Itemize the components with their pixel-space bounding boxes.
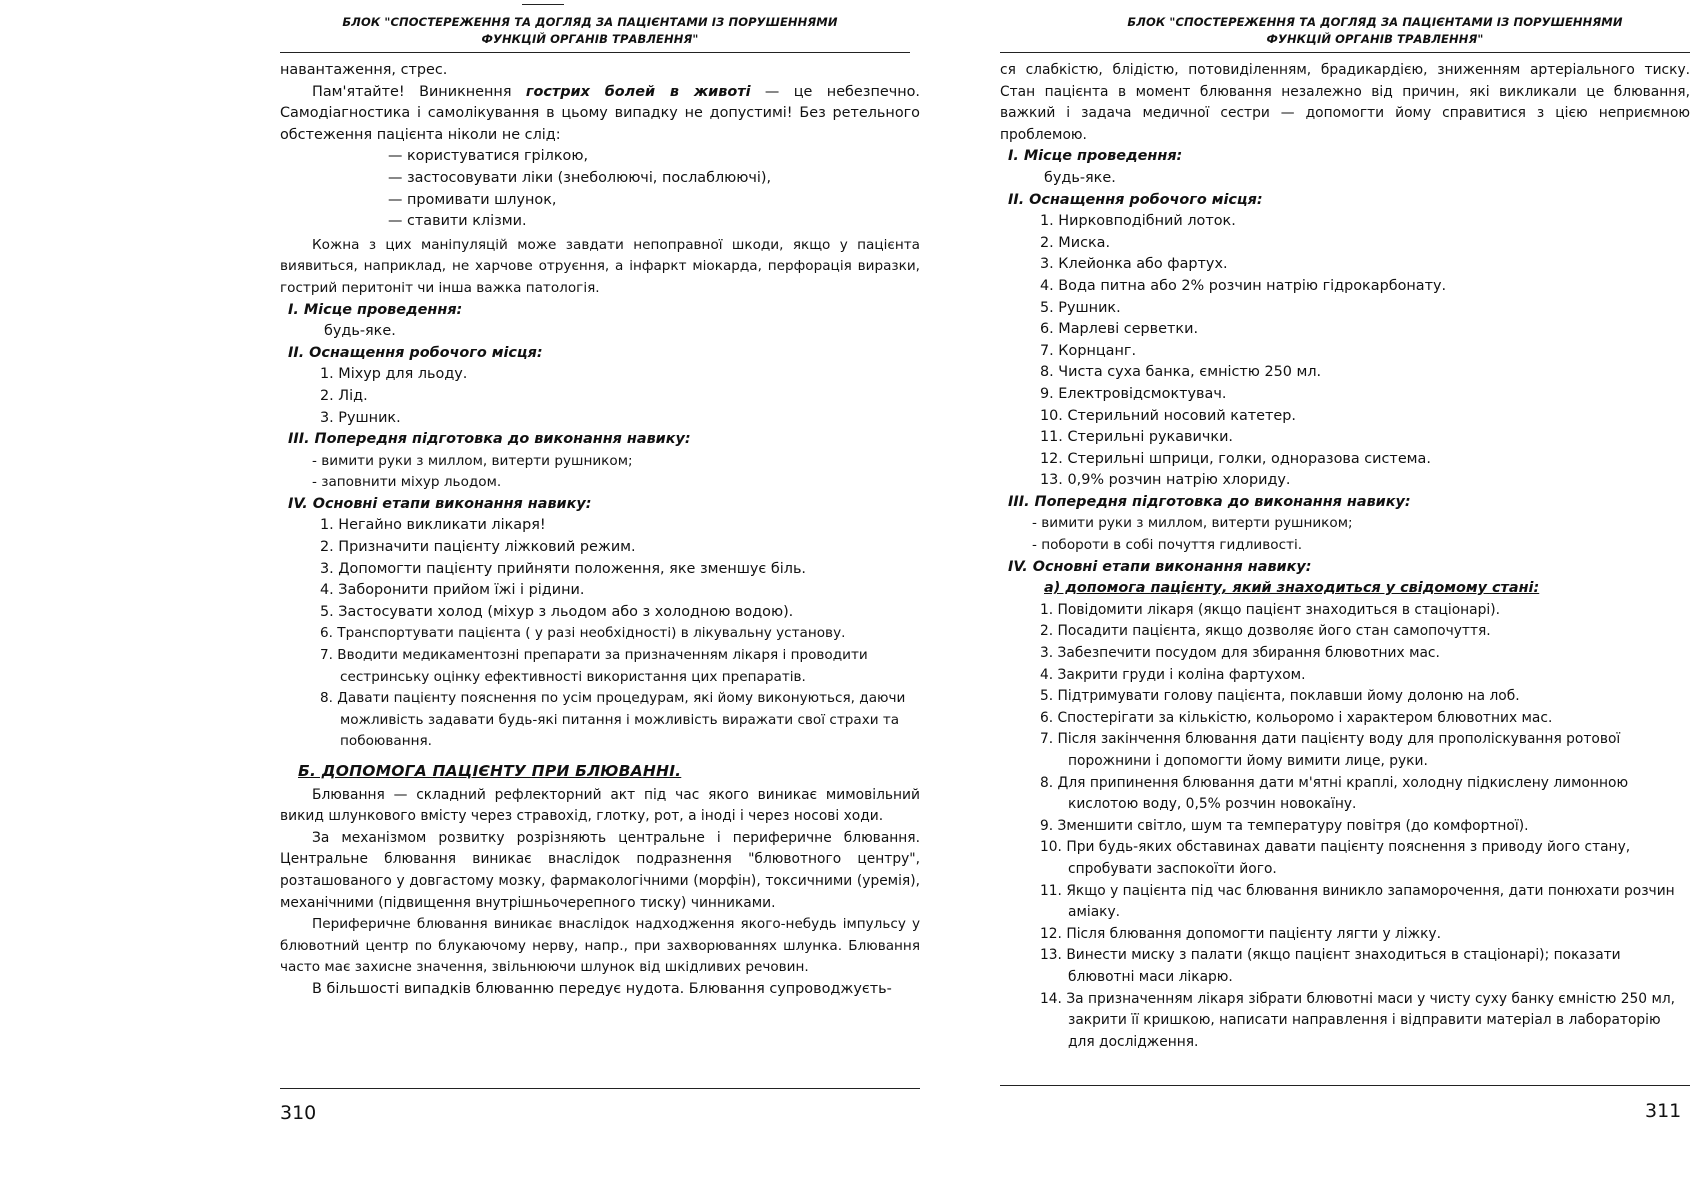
running-header-left (290, 14, 890, 48)
footer-rule (280, 1088, 920, 1089)
equipment-list (1000, 211, 1690, 492)
list-item: 8. Для припинення блювання дати м'ятні краплі, холодну підкислену лимонною кислотою воду, 0,5% розчин новокаїну. (1040, 774, 1629, 813)
list-item: — користуватися грілкою, (388, 146, 920, 168)
list-item: 7. Вводити медикаментозні препарати за призначенням лікаря і проводити сестринську оцінку ефективності використання цих препаратів. (320, 647, 868, 685)
list-item: 6. Марлеві серветки. (1040, 321, 1199, 338)
list-item: 1. Повідомити лікаря (якщо пацієнт знаходиться в стаціонарі). (1040, 601, 1500, 618)
place-text: будь-яке. (324, 323, 396, 340)
subsection-title-conscious: а) допомога пацієнту, який знаходиться у свідомому стані: (1044, 580, 1540, 597)
list-item: 10. Стерильний носовий катетер. (1040, 407, 1296, 424)
list-item: — застосовувати ліки (знеболюючі, послаблюючі), (388, 168, 920, 190)
list-item: 5. Застосувати холод (міхур з льодом або з холодною водою). (320, 603, 794, 620)
preparation-list (1000, 513, 1690, 556)
top-mark-rule (522, 4, 564, 5)
place-text: будь-яке. (1044, 169, 1116, 186)
running-header-right (1075, 14, 1675, 48)
text-run: — це небезпечно. Самодіагностика і самолікування в цьому випадку не допустимі! Без ретельного обстеження пацієнта ніколи не слід: (280, 83, 920, 143)
footer-rule (1000, 1085, 1690, 1086)
list-item: 9. Електровідсмоктувач. (1040, 385, 1227, 402)
warning-paragraph (280, 82, 920, 147)
list-item: 2. Посадити пацієнта, якщо дозволяє його стан самопочуття. (1040, 623, 1491, 640)
section-heading-steps: IV. Основні етапи виконання навику: (288, 495, 592, 512)
section-heading-equipment: ІІ. Оснащення робочого місця: (1008, 191, 1263, 208)
paragraph: Блювання — складний рефлекторний акт під час якого виникає мимовільний викид шлункового вмісту через стравохід, глотку, рот, а іноді і через носові ходи. (280, 786, 920, 825)
list-item: 2. Миска. (1040, 234, 1111, 251)
list-item: 4. Заборонити прийом їжі і рідини. (320, 582, 585, 599)
section-heading-steps: IV. Основні етапи виконання навику: (1008, 558, 1312, 575)
list-item: 7. Корнцанг. (1040, 342, 1137, 359)
steps-list (280, 515, 920, 753)
list-item: - заповнити міхур льодом. (312, 474, 502, 491)
paragraph: В більшості випадків блюванню передує нудота. Блювання супроводжуєть- (312, 980, 892, 997)
section-heading-place: І. Місце проведення: (288, 301, 463, 318)
left-page-body (280, 60, 920, 1001)
list-item: 14. За призначенням лікаря зібрати блювотні маси у чисту суху банку ємністю 250 мл, закрити її кришкою, написати направлення і відправити матеріал в лабораторію для дослідження. (1040, 990, 1676, 1050)
list-item: 3. Допомогти пацієнту прийняти положення, яке зменшує біль. (320, 560, 807, 577)
list-item: 7. Після закінчення блювання дати пацієнту воду для прополіскування ротової порожнини і допомогти йому вимити лице, руки. (1040, 731, 1621, 769)
paragraph: навантаження, стрес. (280, 62, 448, 78)
list-item: 10. При будь-яких обставинах давати пацієнту пояснення з приводу його стану, спробувати заспокоїти його. (1040, 839, 1631, 877)
list-item: - вимити руки з миллом, витерти рушником; (312, 452, 633, 469)
list-item: 13. Винести миску з палати (якщо пацієнт знаходиться в стаціонарі); показати блювотні маси лікарю. (1040, 947, 1621, 985)
list-item: 1. Нирковподібний лоток. (1040, 213, 1236, 230)
running-header-line1: БЛОК "СПОСТЕРЕЖЕННЯ ТА ДОГЛЯД ЗА ПАЦІЄНТАМИ ІЗ ПОРУШЕННЯМИ (342, 15, 838, 29)
list-item: - вимити руки з миллом, витерти рушником; (1032, 515, 1353, 532)
section-heading-preparation: ІІІ. Попередня підготовка до виконання навику: (288, 431, 691, 448)
running-header-line1: БЛОК "СПОСТЕРЕЖЕННЯ ТА ДОГЛЯД ЗА ПАЦІЄНТАМИ ІЗ ПОРУШЕННЯМИ (1127, 15, 1623, 29)
text-run: Пам'ятайте! Виникнення (312, 83, 526, 100)
section-heading-place: І. Місце проведення: (1008, 148, 1183, 165)
list-item: 11. Якщо у пацієнта під час блювання виникло запаморочення, дати понюхати розчин аміаку. (1040, 882, 1675, 921)
list-item: 11. Стерильні рукавички. (1040, 429, 1234, 446)
emphasis-text: гострих болей в животі (525, 83, 751, 100)
paragraph: Кожна з цих маніпуляцій може завдати непоправної шкоди, якщо у пацієнта виявиться, наприклад, не харчове отруєння, а інфаркт міокарда, перфорація виразки, гострий перитоніт чи інша важка патологія. (280, 236, 920, 296)
running-header-line2: ФУНКЦІЙ ОРГАНІВ ТРАВЛЕННЯ" (1266, 32, 1484, 46)
list-item: 5. Підтримувати голову пацієнта, поклавши йому долоню на лоб. (1040, 688, 1520, 705)
list-item: 6. Транспортувати пацієнта ( у разі необхідності) в лікувальну установу. (320, 625, 846, 642)
preparation-list (280, 451, 920, 494)
page-number: 311 (1645, 1100, 1682, 1122)
list-item: 9. Зменшити світло, шум та температуру повітря (до комфортної). (1040, 817, 1529, 834)
list-item: 12. Стерильні шприци, голки, одноразова система. (1040, 450, 1431, 467)
equipment-list (280, 364, 920, 429)
list-item: 2. Лід. (320, 387, 368, 404)
list-item: 3. Забезпечити посудом для збирання блювотних мас. (1040, 645, 1440, 662)
prohibited-actions-list (280, 146, 920, 232)
running-header-line2: ФУНКЦІЙ ОРГАНІВ ТРАВЛЕННЯ" (481, 32, 699, 46)
steps-list (1000, 600, 1690, 1053)
list-item: 1. Міхур для льоду. (320, 366, 468, 383)
right-page (845, 0, 1690, 1200)
list-item: 3. Рушник. (320, 409, 401, 426)
list-item: 4. Вода питна або 2% розчин натрію гідрокарбонату. (1040, 277, 1447, 294)
list-item: 13. 0,9% розчин натрію хлориду. (1040, 472, 1291, 489)
paragraph: ся слабкістю, блідістю, потовиділенням, брадикардією, зниженням артеріального тиску. Стан пацієнта в момент блювання незалежно від причин, які викликали це блювання, важкий і задача медичної сестри — допомогти йому справитися з цією неприємною проблемою. (1000, 62, 1690, 143)
list-item: 1. Негайно викликати лікаря! (320, 517, 546, 534)
header-rule (280, 52, 910, 53)
list-item: 8. Давати пацієнту пояснення по усім процедурам, які йому виконуються, даючи можливість задавати будь-які питання і можливість виражати свої страхи та побоювання. (320, 690, 906, 750)
page-number: 310 (280, 1102, 317, 1124)
list-item: 3. Клейонка або фартух. (1040, 256, 1228, 273)
section-heading-preparation: ІІІ. Попередня підготовка до виконання навику: (1008, 493, 1411, 510)
list-item: 4. Закрити груди і коліна фартухом. (1040, 666, 1306, 683)
list-item: 12. Після блювання допомогти пацієнту лягти у ліжку. (1040, 925, 1441, 942)
list-item: 2. Призначити пацієнту ліжковий режим. (320, 539, 636, 556)
list-item: 6. Спостерігати за кількістю, кольоромо і характером блювотних мас. (1040, 709, 1553, 726)
paragraph: За механізмом розвитку розрізняють центральне і периферичне блювання. Центральне блювання виникає внаслідок подразнення "блювотного центру", розташованого у довгастому мозку, фармакологічними (морфін), токсичними (уремія), механічними (підвищення внутрішньочерепного тиску) чинниками. (280, 829, 920, 911)
list-item: 5. Рушник. (1040, 299, 1121, 316)
section-heading-equipment: ІІ. Оснащення робочого місця: (288, 344, 543, 361)
list-item: — ставити клізми. (388, 211, 920, 233)
paragraph: Периферичне блювання виникає внаслідок надходження якого-небудь імпульсу у блювотний центр по блукаючому нерву, напр., при захворюваннях шлунка. Блювання часто має захисне значення, звільнюючи шлунок від шкідливих речовин. (280, 916, 920, 976)
list-item: 8. Чиста суха банка, ємністю 250 мл. (1040, 364, 1322, 381)
list-item: - побороти в собі почуття гидливості. (1032, 537, 1303, 554)
list-item: — промивати шлунок, (388, 190, 920, 212)
header-rule (1000, 52, 1690, 53)
section-title-vomiting: Б. ДОПОМОГА ПАЦІЄНТУ ПРИ БЛЮВАННІ. (298, 762, 682, 780)
right-page-body (1000, 60, 1690, 1053)
